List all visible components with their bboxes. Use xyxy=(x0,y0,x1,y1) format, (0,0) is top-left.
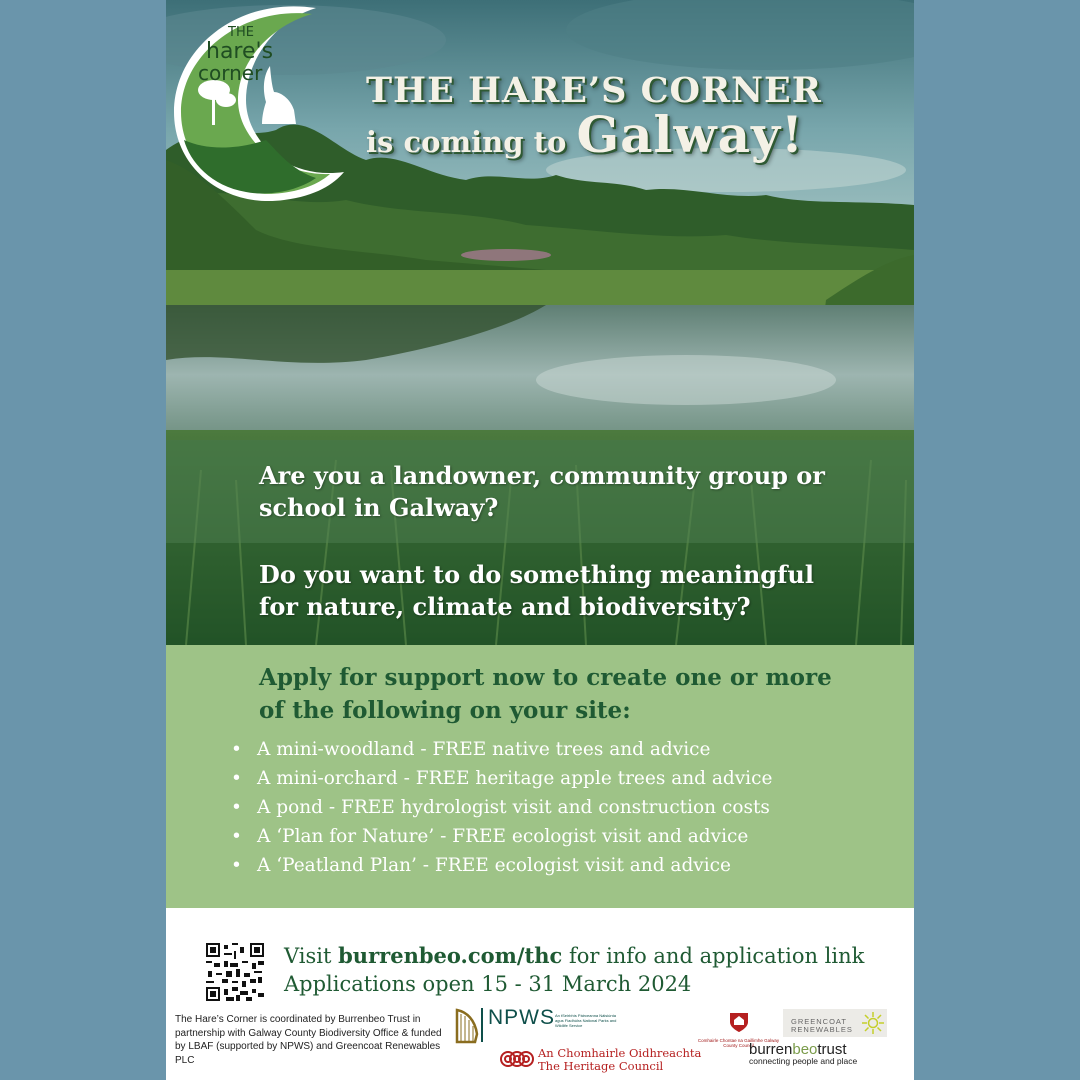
poster xyxy=(166,0,914,1080)
bullet-icon: • xyxy=(231,739,242,760)
list-item xyxy=(231,851,914,880)
offer-text: A ‘Plan for Nature’ - FREE ecologist visit and advice xyxy=(257,826,749,847)
question-1: Are you a landowner, community group or school in Galway? xyxy=(259,461,825,522)
question-band-2 xyxy=(166,543,914,645)
harp-icon xyxy=(451,1008,481,1044)
burrenbeo-tagline: connecting people and place xyxy=(749,1056,858,1066)
hares-corner-logo xyxy=(166,0,356,208)
bullet-icon: • xyxy=(231,768,242,789)
gcc-name: Comhairle Chontae na Gaillimhe Galway County Council xyxy=(697,1038,780,1048)
headline-place: Galway! xyxy=(576,105,804,164)
headline-prefix: is coming to xyxy=(366,125,577,159)
funding-credit: The Hare’s Corner is coordinated by Burrenbeo Trust in partnership with Galway County Biodiversity Office & funded by LBAF (supported by NPWS) and Greencoat Renewables PLC xyxy=(175,1014,442,1066)
greencoat-name: GREENCOAT RENEWABLES xyxy=(791,1017,853,1034)
greencoat-logo xyxy=(783,1009,887,1037)
beo-part: beo xyxy=(792,1041,818,1058)
burrenbeo-trust-logo xyxy=(749,1041,857,1066)
website-link[interactable]: burrenbeo.com/thc xyxy=(338,943,563,968)
npws-logo: NPWS xyxy=(488,1006,555,1029)
crest-icon xyxy=(727,1010,751,1034)
headline xyxy=(366,70,906,165)
visit-suffix: for info and application link xyxy=(562,944,865,968)
logo-corner: corner xyxy=(198,61,263,85)
burren-part: burren xyxy=(749,1041,793,1058)
sun-icon xyxy=(861,1011,885,1035)
npws-subtitle: An tSeirbhís Páirceanna Náisiúnta agus Fiadhúlra National Parks and Wildlife Service xyxy=(555,1013,617,1028)
list-item xyxy=(231,822,914,851)
apply-title: Apply for support now to create one or more of the following on your site: xyxy=(259,664,832,724)
trust-part: trust xyxy=(817,1041,847,1058)
list-item xyxy=(231,735,914,764)
hero-photo xyxy=(166,0,914,645)
npws-divider xyxy=(481,1008,484,1042)
headline-line2 xyxy=(366,105,906,165)
logo-the: THE xyxy=(228,25,254,40)
offer-text: A pond - FREE hydrologist visit and construction costs xyxy=(257,797,770,818)
application-dates: Applications open 15 - 31 March 2024 xyxy=(284,972,692,996)
question-2: Do you want to do something meaningful for nature, climate and biodiversity? xyxy=(259,560,814,621)
heritage-english: The Heritage Council xyxy=(538,1058,664,1073)
visit-line xyxy=(284,942,864,970)
heritage-council-icon xyxy=(499,1046,535,1072)
question-band-1 xyxy=(166,440,914,543)
offer-text: A ‘Peatland Plan’ - FREE ecologist visit and advice xyxy=(257,855,731,876)
offer-list xyxy=(231,735,914,880)
list-item xyxy=(231,793,914,822)
offer-text: A mini-woodland - FREE native trees and advice xyxy=(257,739,711,760)
bullet-icon: • xyxy=(231,826,242,847)
heritage-irish: An Chomhairle Oidhreachta xyxy=(538,1046,702,1060)
offer-text: A mini-orchard - FREE heritage apple trees and advice xyxy=(257,768,773,789)
bullet-icon: • xyxy=(231,797,242,818)
heritage-council-name xyxy=(538,1047,701,1072)
headline-line1: THE HARE’S CORNER xyxy=(366,70,822,111)
qr-code-icon[interactable] xyxy=(206,943,264,1001)
bullet-icon: • xyxy=(231,855,242,876)
apply-panel xyxy=(166,645,914,908)
visit-info xyxy=(284,942,864,998)
list-item xyxy=(231,764,914,793)
logo-hares: hare's xyxy=(206,39,274,64)
visit-prefix: Visit xyxy=(284,944,339,968)
